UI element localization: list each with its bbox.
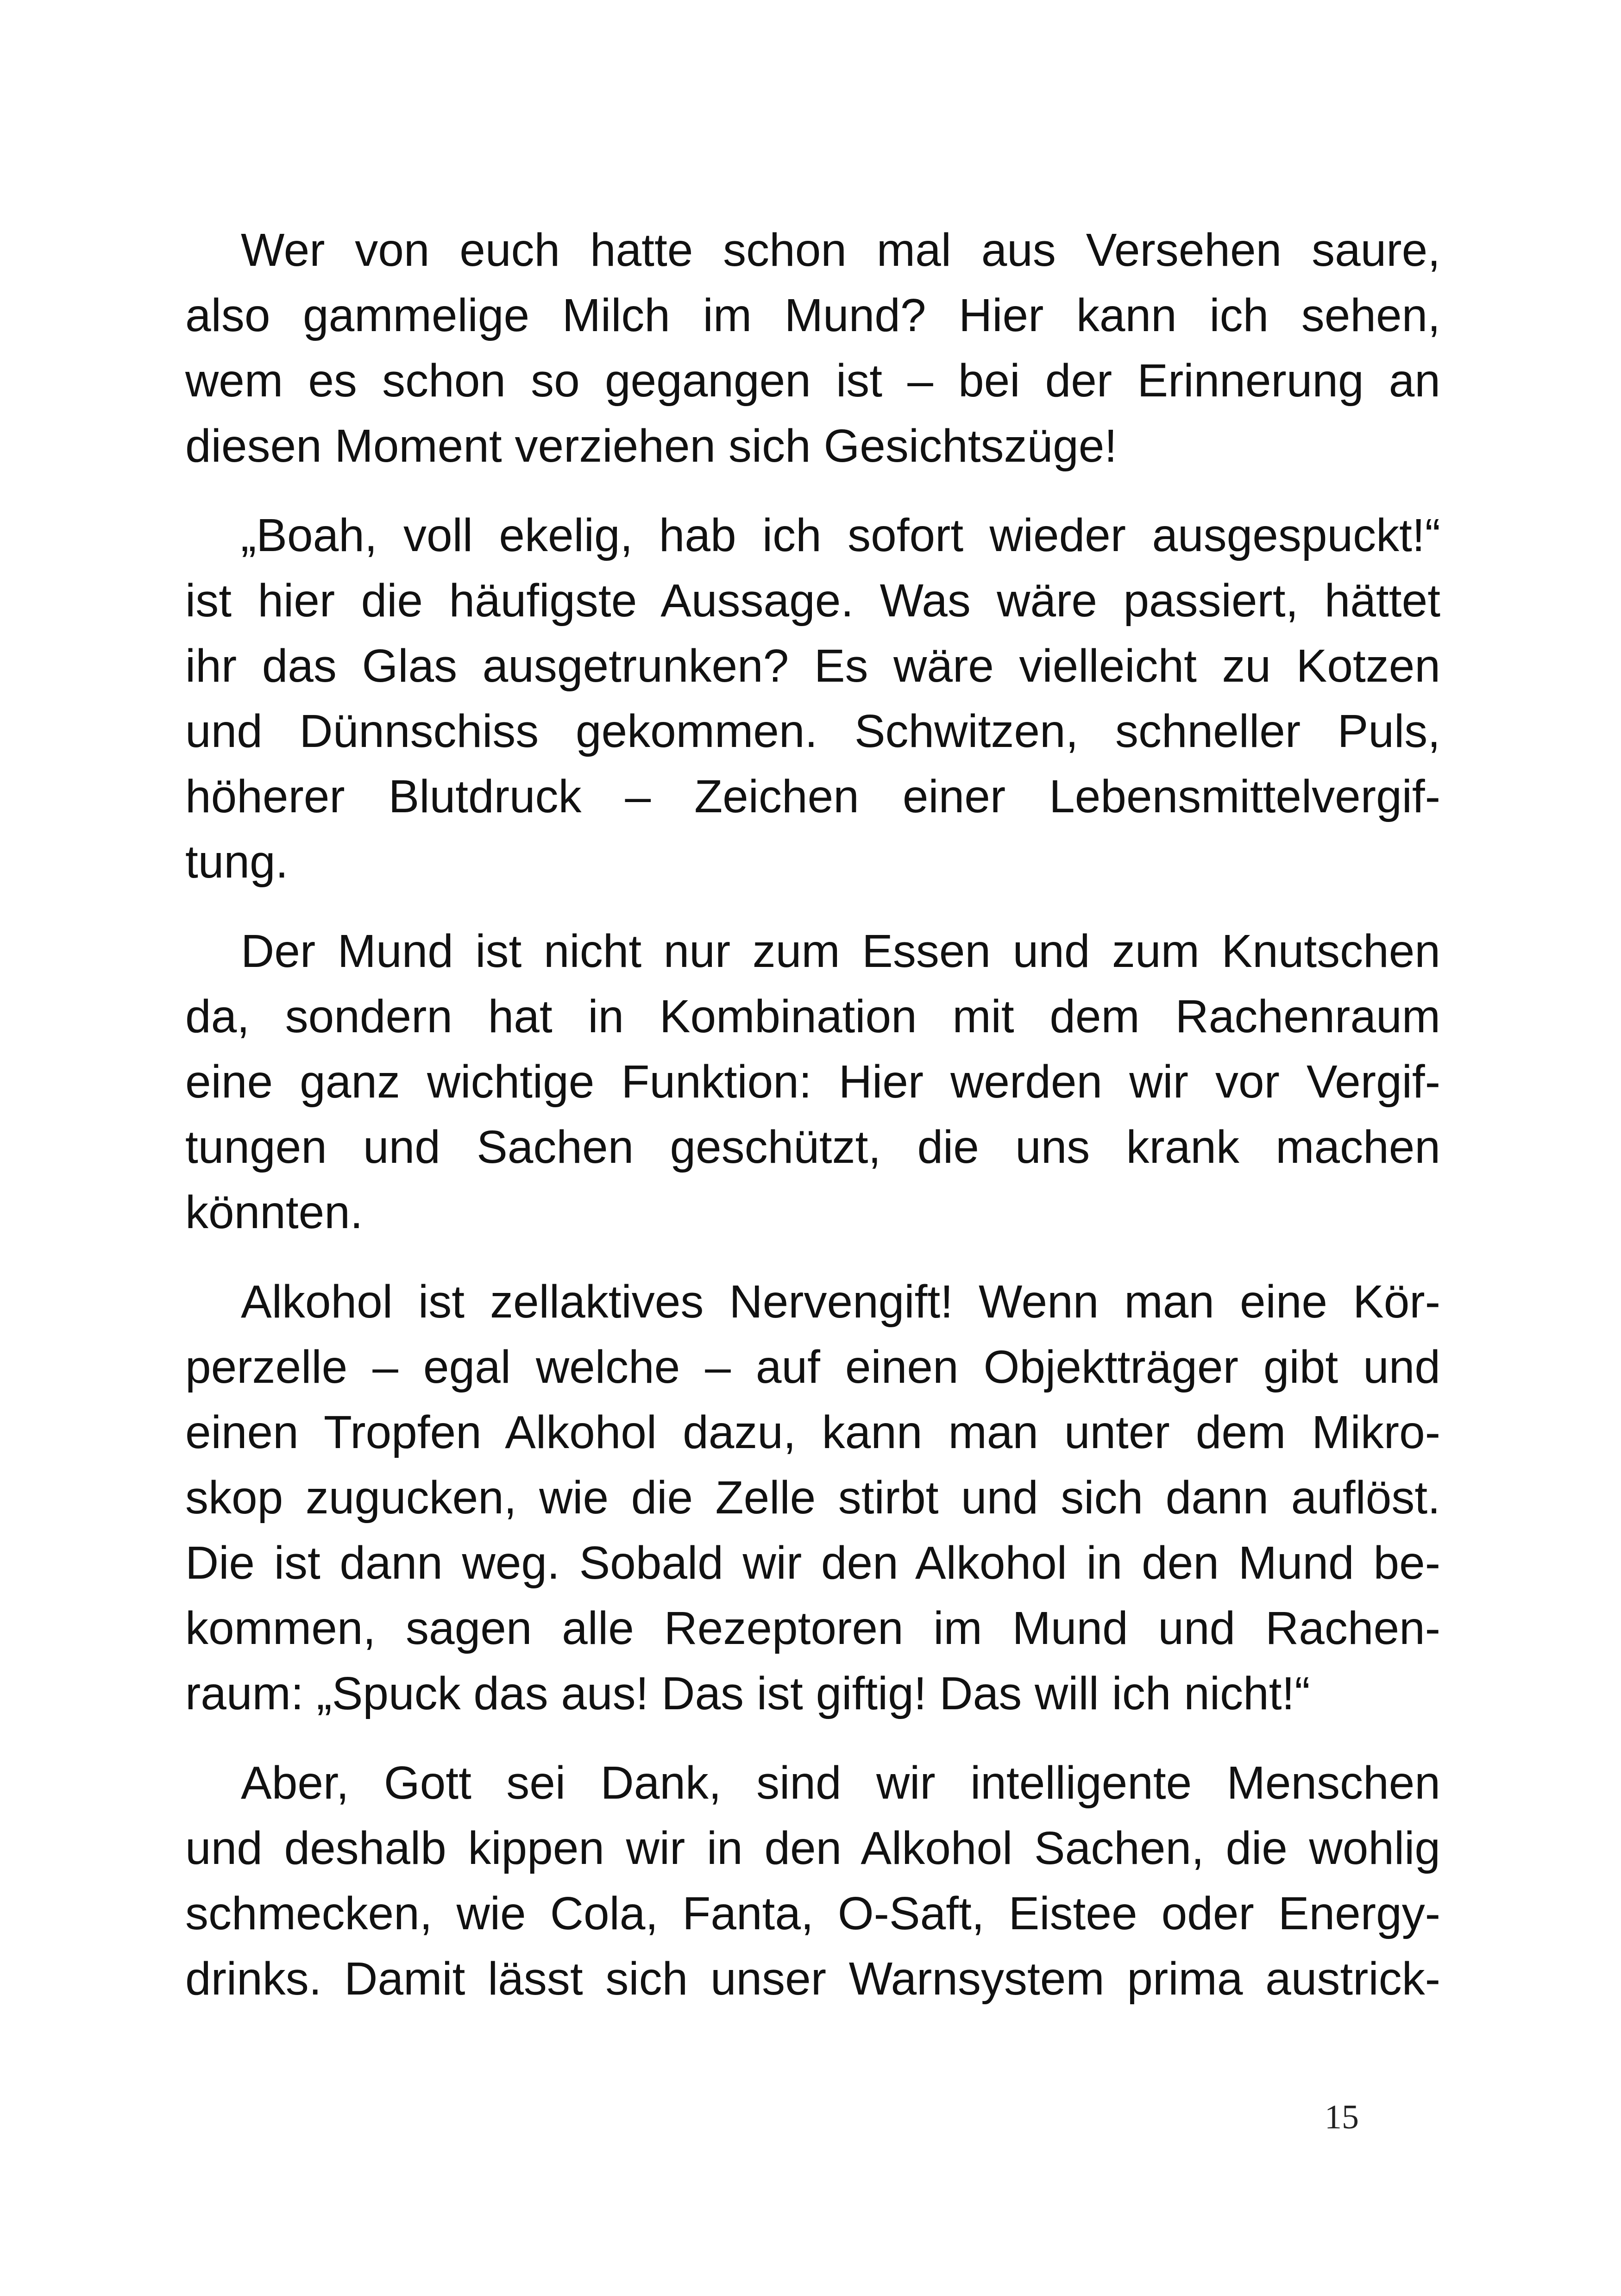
body-text xyxy=(185,218,1440,2036)
paragraph-4 xyxy=(185,1269,1440,1726)
text-line: eine ganz wichtige Funktion: Hier werden wir vor Vergif- xyxy=(185,1056,1440,1108)
text-line: tung. xyxy=(185,836,289,888)
text-line: Wer von euch hatte schon mal aus Versehen saure, xyxy=(241,224,1440,276)
text-line: höherer Blutdruck – Zeichen einer Lebensmittelvergif- xyxy=(185,771,1440,822)
text-line: diesen Moment verziehen sich Gesichtszüge! xyxy=(185,420,1118,472)
text-line: könnten. xyxy=(185,1186,363,1238)
text-line: tungen und Sachen geschützt, die uns krank machen xyxy=(185,1121,1440,1173)
text-line: schmecken, wie Cola, Fanta, O-Saft, Eistee oder Energy- xyxy=(185,1888,1440,1939)
paragraph-5 xyxy=(185,1750,1440,2012)
text-line: ihr das Glas ausgetrunken? Es wäre vielleicht zu Kotzen xyxy=(185,640,1440,692)
text-line: und deshalb kippen wir in den Alkohol Sachen, die wohlig xyxy=(185,1822,1440,1874)
paragraph-1 xyxy=(185,218,1440,479)
text-line: „Boah, voll ekelig, hab ich sofort wieder ausgespuckt!“ xyxy=(241,509,1440,561)
text-line: Der Mund ist nicht nur zum Essen und zum Knutschen xyxy=(241,925,1440,977)
text-line: ist hier die häufigste Aussage. Was wäre passiert, hättet xyxy=(185,575,1440,627)
text-line: kommen, sagen alle Rezeptoren im Mund und Rachen- xyxy=(185,1602,1440,1654)
paragraph-2 xyxy=(185,503,1440,895)
text-line: also gammelige Milch im Mund? Hier kann ich sehen, xyxy=(185,289,1440,341)
page-number: 15 xyxy=(1325,2098,1359,2136)
text-line: raum: „Spuck das aus! Das ist giftig! Das will ich nicht!“ xyxy=(185,1668,1310,1719)
text-line: und Dünnschiss gekommen. Schwitzen, schneller Puls, xyxy=(185,705,1440,757)
text-line: skop zugucken, wie die Zelle stirbt und sich dann auflöst. xyxy=(185,1472,1440,1524)
text-line: Alkohol ist zellaktives Nervengift! Wenn man eine Kör- xyxy=(241,1276,1440,1328)
text-line: einen Tropfen Alkohol dazu, kann man unter dem Mikro- xyxy=(185,1406,1440,1458)
paragraph-3 xyxy=(185,919,1440,1245)
text-line: wem es schon so gegangen ist – bei der Erinnerung an xyxy=(185,355,1440,407)
text-line: Die ist dann weg. Sobald wir den Alkohol in den Mund be- xyxy=(185,1537,1440,1589)
text-line: da, sondern hat in Kombination mit dem Rachenraum xyxy=(185,991,1440,1042)
text-line: drinks. Damit lässt sich unser Warnsystem prima austrick- xyxy=(185,1953,1440,2005)
text-line: Aber, Gott sei Dank, sind wir intelligente Menschen xyxy=(241,1757,1440,1809)
text-line: perzelle – egal welche – auf einen Objektträger gibt und xyxy=(185,1341,1440,1393)
